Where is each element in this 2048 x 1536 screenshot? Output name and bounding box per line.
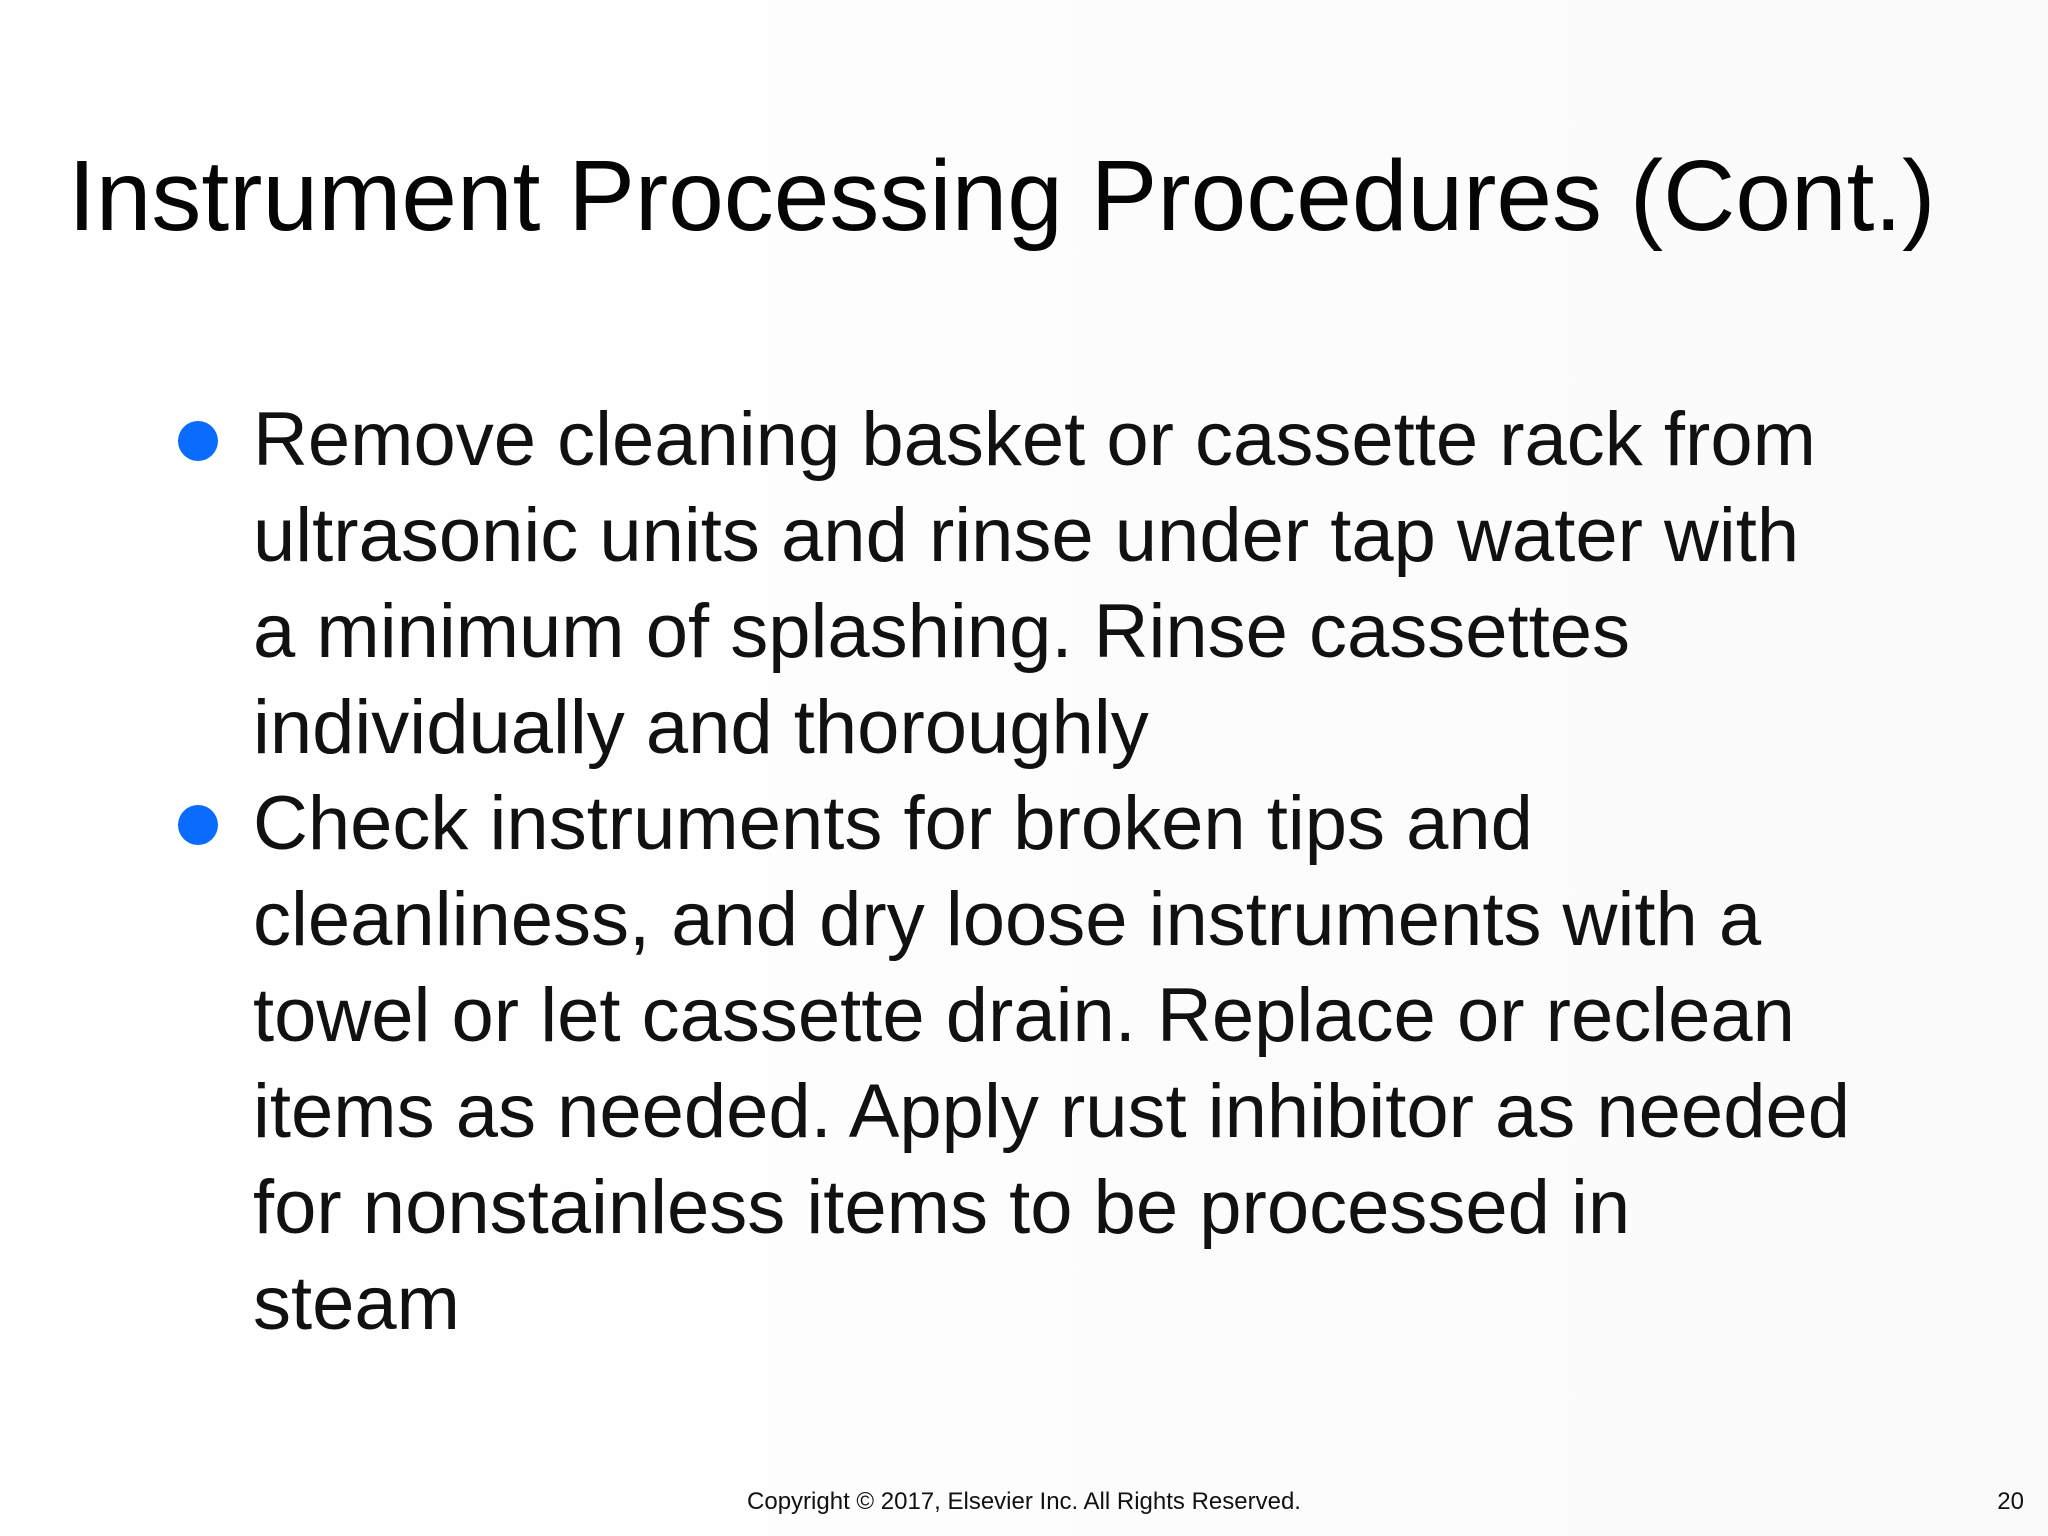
page-number: 20 — [1997, 1488, 2024, 1515]
bullet-text-rinse: Remove cleaning basket or cassette rack from ultrasonic units and rinse under tap water with a minimum of splashing. Rinse cassettes individually and thoroughly — [253, 397, 1816, 770]
bullet-item-check — [173, 776, 1893, 1352]
slide-footer — [0, 1485, 2048, 1519]
bullet-item-rinse — [173, 392, 1893, 776]
slide-title: Instrument Processing Procedures (Cont.) — [68, 140, 1936, 252]
blue-bullet-icon — [178, 421, 218, 461]
bullet-text-check: Check instruments for broken tips and cleanliness, and dry loose instruments with a towel or let cassette drain. Replace or reclean items as needed. Apply rust inhibitor as needed for nonstainless items to be processed in steam — [253, 781, 1851, 1346]
blue-bullet-icon — [178, 805, 218, 845]
bullet-list — [173, 392, 1893, 1352]
copyright-notice: Copyright © 2017, Elsevier Inc. All Rights Reserved. — [747, 1488, 1301, 1515]
